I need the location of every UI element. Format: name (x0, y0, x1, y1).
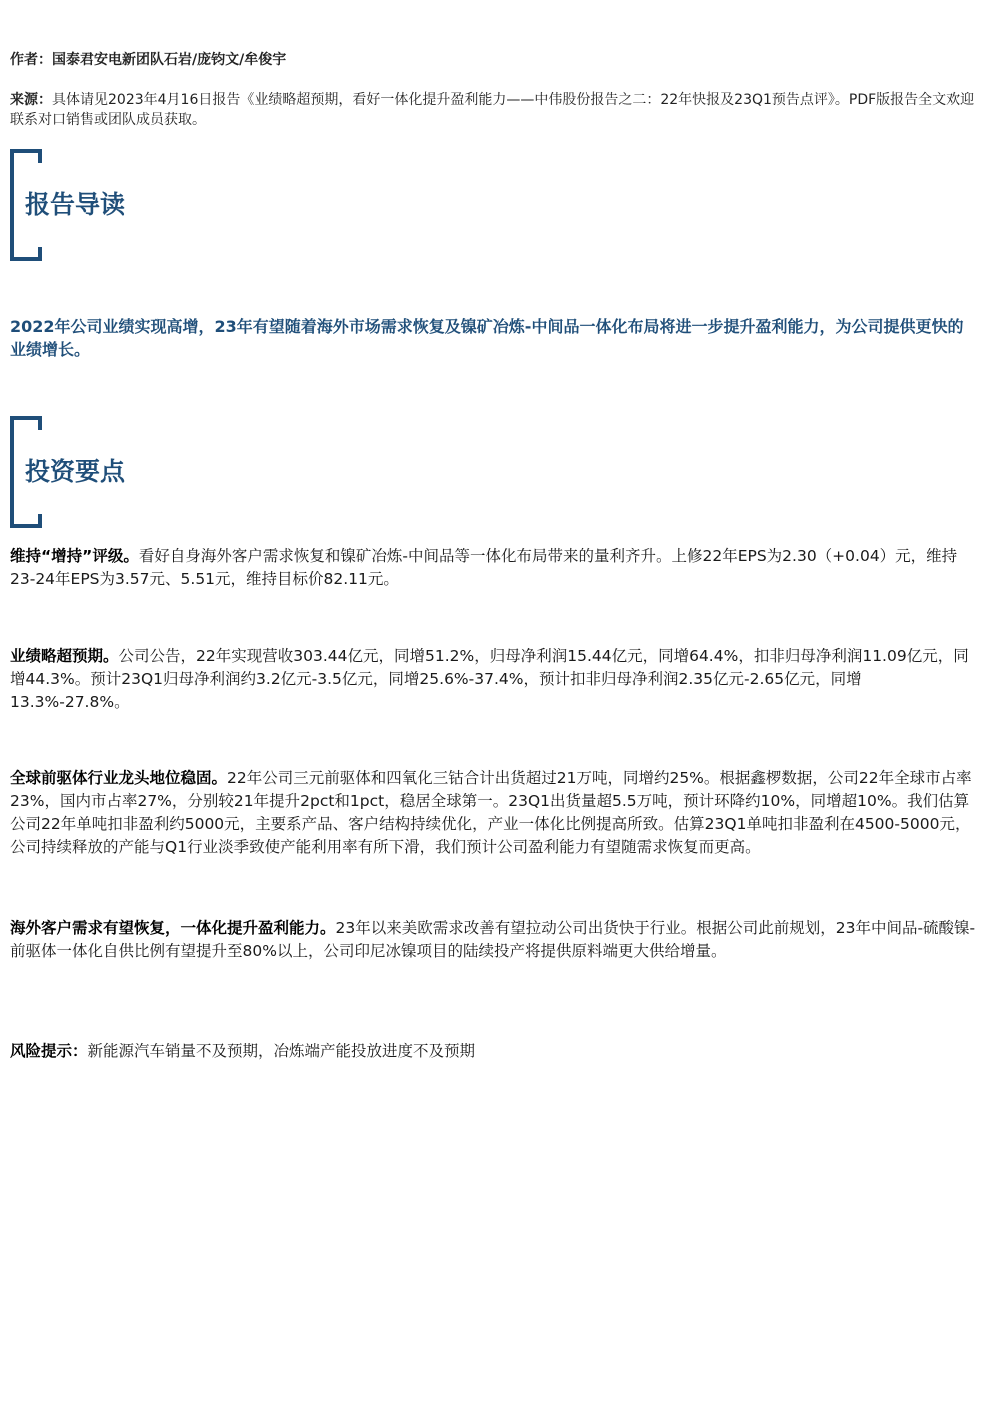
point-key: 维持“增持”评级。 (10, 547, 139, 565)
source-label: 来源： (10, 92, 52, 108)
point-rating (10, 545, 980, 591)
point-key: 风险提示： (10, 1042, 88, 1060)
point-key: 业绩略超预期。 (10, 647, 119, 665)
section-title-guide: 报告导读 (25, 190, 126, 219)
source-value: 具体请见2023年4月16日报告《业绩略超预期，看好一体化提升盈利能力——中伟股份报告之二：22年快报及23Q1预告点评》。PDF版报告全文欢迎联系对口销售或团队成员获取。 (10, 92, 975, 128)
point-risk (10, 1040, 980, 1063)
point-text: 看好自身海外客户需求恢复和镍矿冶炼-中间品等一体化布局带来的量利齐升。上修22年EPS为2.30（+0.04）元，维持23-24年EPS为3.57元、5.51元，维持目标价82.11元。 (10, 547, 958, 588)
author-value: 国泰君安电新团队石岩/庞钧文/牟俊宇 (52, 52, 287, 68)
point-performance (10, 645, 980, 714)
source-line (10, 90, 980, 130)
report-lead: 2022年公司业绩实现高增，23年有望随着海外市场需求恢复及镍矿冶炼-中间品一体化布局将进一步提升盈利能力，为公司提供更快的业绩增长。 (10, 317, 964, 359)
point-key: 全球前驱体行业龙头地位稳固。 (10, 769, 228, 787)
point-text: 23年以来美欧需求改善有望拉动公司出货快于行业。根据公司此前规划，23年中间品-硫酸镍-前驱体一体化自供比例有望提升至80%以上，公司印尼冰镍项目的陆续投产将提供原料端更大供给增量。 (10, 919, 976, 960)
point-overseas (10, 917, 980, 963)
point-text: 新能源汽车销量不及预期，冶炼端产能投放进度不及预期 (87, 1042, 476, 1060)
point-leadership (10, 767, 980, 859)
section-title-invest: 投资要点 (25, 457, 126, 486)
point-text: 22年公司三元前驱体和四氧化三钴合计出货超过21万吨，同增约25%。根据鑫椤数据，公司22年全球市占率23%，国内市占率27%，分别较21年提升2pct和1pct，稳居全球第一。23Q1出货量超5.5万吨，预计环降约10%，同增超10%。我们估算公司22年单吨扣非盈利约5000元，主要系产品、客户结构持续优化，产业一体化比例提高所致。估算23Q1单吨扣非盈利在4500-5000元，公司持续释放的产能与Q1行业淡季致使产能利用率有所下滑，我们预计公司盈利能力有望随需求恢复而更高。 (10, 769, 972, 856)
author-line (10, 50, 980, 70)
point-key: 海外客户需求有望恢复，一体化提升盈利能力。 (10, 919, 336, 937)
author-label: 作者： (10, 52, 52, 68)
point-text: 公司公告，22年实现营收303.44亿元，同增51.2%，归母净利润15.44亿元，同增64.4%，扣非归母净利润11.09亿元，同增44.3%。预计23Q1归母净利润约3.2亿元-3.5亿元，同增25.6%-37.4%，预计扣非归母净利润2.35亿元-2.65亿元，同增13.3%-27.8%。 (10, 647, 969, 711)
